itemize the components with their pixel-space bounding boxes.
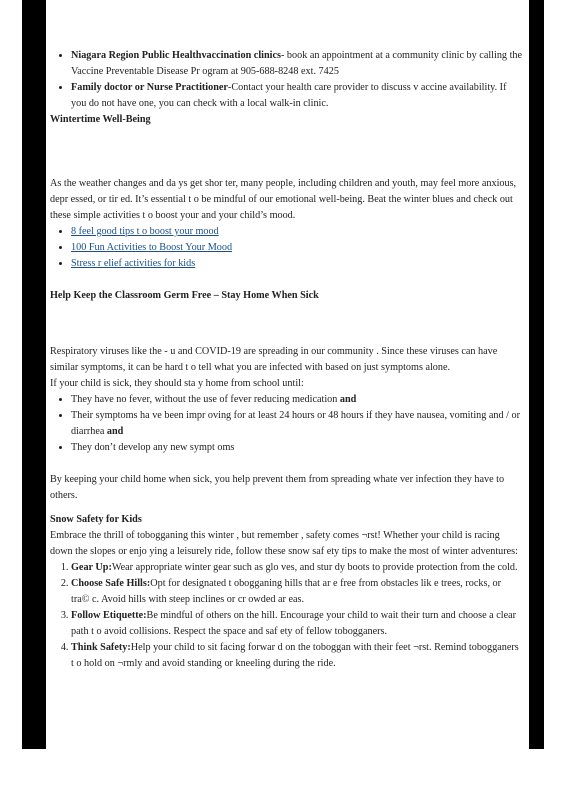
tip-text: Be mindful of others on the hill. Encourage your child to wait their turn and choose a clear path t o avoid collisions. Respect the space and saf ety of fellow tobogganers. (71, 610, 517, 637)
left-border-bar (22, 0, 46, 749)
criteria-text: They don’t develop any new sympt oms (71, 442, 235, 453)
spacer (50, 456, 522, 472)
tip-title: Choose Safe Hills: (71, 578, 151, 589)
list-item (71, 608, 522, 640)
right-border-bar (529, 0, 544, 749)
tip-title: Think Safety: (71, 642, 131, 653)
section-heading-wellbeing: Wintertime Well-Being (50, 114, 151, 125)
list-item (71, 560, 522, 576)
list-item-title: Family doctor or Nurse Practitioner (71, 82, 228, 93)
criteria-conjunction: and (339, 394, 357, 405)
wellbeing-links (50, 224, 522, 272)
criteria-conjunction: and (106, 426, 124, 437)
germfree-lead: If your child is sick, they should sta y home from school until: (50, 378, 304, 389)
criteria-text: They have no fever, without the use of fever reducing medication (71, 394, 338, 405)
list-item (71, 408, 522, 440)
stay-home-criteria-list (50, 392, 522, 456)
list-item (71, 440, 522, 456)
spacer (50, 128, 522, 176)
wellbeing-paragraph: As the weather changes and da ys get shor ter, many people, including children and youth, may feel more anxious, depr essed, or tir ed. It’s essential t o be mindful of our emotional well-being. Beat the winter blues and check out these simple activities t o boost your and your child’s mood. (50, 178, 517, 221)
stress-relief-link[interactable]: Stress r elief activities for kids (71, 258, 196, 269)
snow-safety-tips-list (50, 560, 522, 672)
criteria-text: Their symptoms ha ve been impr oving for at least 24 hours or 48 hours if they have nausea, vomiting and / or diarrhea (71, 410, 521, 437)
snow-paragraph: Embrace the thrill of tobogganing this winter , but remember , safety comes ¬rst! Whether your child is racing down the slopes or enjo ying a leisurely ride, follow these snow saf ety tips to make the most of winter adventures: (50, 530, 518, 557)
list-item (71, 224, 522, 240)
fun-activities-link[interactable]: 100 Fun Activities to Boost Your Mood (71, 242, 233, 253)
germfree-closing: By keeping your child home when sick, you help prevent them from spreading whate ver infection they have to others. (50, 474, 505, 501)
list-item (71, 80, 522, 112)
spacer (50, 304, 522, 344)
section-heading-germfree: Help Keep the Classroom Germ Free – Stay Home When Sick (50, 290, 319, 301)
list-item (71, 240, 522, 256)
spacer (50, 504, 522, 512)
germfree-paragraph: Respiratory viruses like the - u and COVID-19 are spreading in our community . Since these viruses can have similar symptoms, it can be hard t o tell what you are infected with based on just symptoms alone. (50, 346, 498, 373)
section-heading-snow: Snow Safety for Kids (50, 514, 142, 525)
list-item-text: -Contact your health care provider to discuss v accine availability. If you do not have one, you can check with a local walk-in clinic. (71, 82, 507, 109)
tip-text: Wear appropriate winter gear such as glo ves, and stur dy boots to provide protection from the cold. (111, 562, 518, 573)
document-page (46, 0, 529, 749)
spacer (50, 272, 522, 288)
mood-tips-link[interactable]: 8 feel good tips t o boost your mood (71, 226, 219, 237)
tip-text: Help your child to sit facing forwar d on the toboggan with their feet ¬rst. Remind tobogganers t o hold on ¬rmly and avoid standing or kneeling during the ride. (71, 642, 519, 669)
list-item-text: - book an appointment at a community clinic by calling the Vaccine Preventable Disease Pr ogram at 905-688-8248 ext. 7425 (71, 50, 523, 77)
list-item (71, 48, 522, 80)
list-item (71, 640, 522, 672)
list-item (71, 256, 522, 272)
list-item-title: Niagara Region Public Healthvaccination clinics (71, 50, 281, 61)
list-item (71, 576, 522, 608)
tip-text: Opt for designated t obogganing hills that ar e free from obstacles lik e trees, rocks, or tra© c. Avoid hills with steep inclines or cr owded ar eas. (71, 578, 502, 605)
page-content (50, 48, 522, 672)
vaccine-options-list (50, 48, 522, 112)
list-item (71, 392, 522, 408)
tip-title: Gear Up: (71, 562, 112, 573)
tip-title: Follow Etiquette: (71, 610, 147, 621)
